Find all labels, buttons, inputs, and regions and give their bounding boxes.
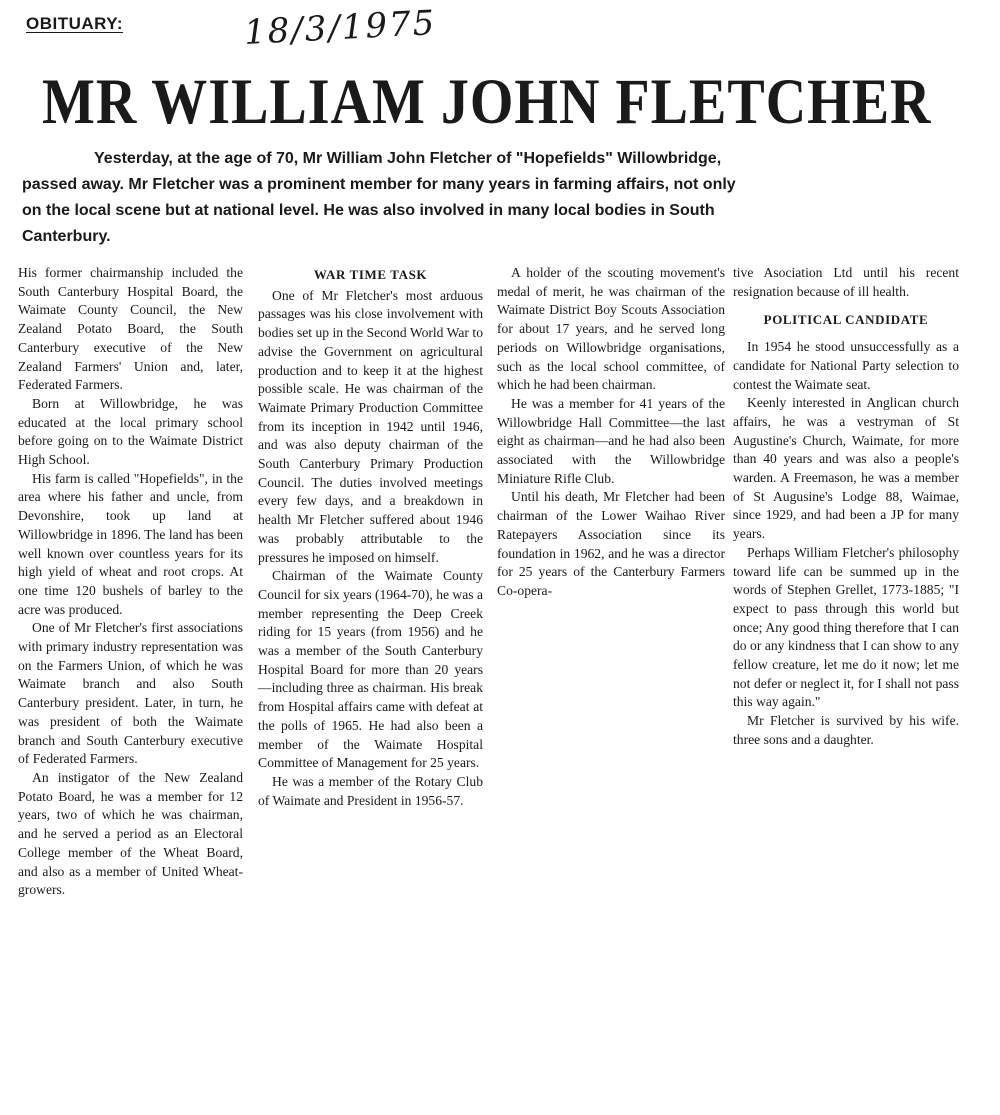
handwritten-date: 18/3/1975 [243,2,438,54]
paragraph: He was a member for 41 years of the Willowbridge Hall Committee—the last eight as chairman—and he had also been associated with the Willowbridge Miniature Rifle Club. [497,395,725,486]
paragraph: Until his death, Mr Fletcher had been chairman of the Lower Waihao River Ratepayers Association since its foundation in 1962, and he was a director for 25 years of the Canterbury Farmers Co-opera- [497,489,725,598]
paragraph: Born at Willowbridge, he was educated at the local primary school before going on to the Waimate District High School. [18,395,243,468]
paragraph: One of Mr Fletcher's most arduous passages was his close involvement with bodies set up in the Second World War to advise the Government on agricultural production and to keep it at the highest possible scale. He was chairman of the Waimate Primary Production Committee from its inception in 1942 until 1946, and was also deputy chairman of the South Canterbury Primary Production Council. The duties involved meetings every few days, and a breakdown in health Mr Fletcher suffered about 1946 was probably attributable to the pressures he imposed on himself. [258,287,483,565]
paragraph: Perhaps William Fletcher's philosophy toward life can be summed up in the words of Stephen Grellet, 1773-1885; "I expect to pass through this world but once; Any good thing therefore that I can do or any kindness that I can show to any fellow creature, let me do it now; let me not defer or neglect it, for I shall not pass this way again." [733,544,959,710]
paragraph: He was a member of the Rotary Club of Waimate and President in 1956-57. [258,773,483,808]
paragraph: Mr Fletcher is survived by his wife. three sons and a daughter. [733,713,959,747]
paragraph: Keenly interested in Anglican church affairs, he was a vestryman of St Augustine's Church, Waimate, for more than 40 years and was also a people's warden. A Freemason, he was a member of St Augusine's Lodge 88, Waimae, since 1929, and had been a JP for many years. [733,395,959,542]
paragraph: Chairman of the Waimate County Council for six years (1964-70), he was a member representing the Deep Creek riding for 15 years (from 1956) and he was a member of the South Canterbury Hospital Board for more than 20 years —including three as chairman. His break from Hospital affairs came with defeat at the polls of 1965. He had also been a member of the Waimate Hospital Committee of Management for 25 years. [258,568,483,771]
subheading-war-time-task: WAR TIME TASK [313,267,428,282]
standfirst: Yesterday, at the age of 70, Mr William John Fletcher of "Hopefields" Willowbridge, passed away. Mr Fletcher was a prominent member for many years in farming affairs, not only on the local scene but at national level. He was also involved in many local bodies in South Canterbury. [22,150,736,245]
paragraph: An instigator of the New Zealand Potato Board, he was a member for 12 years, two of which he was chairman, and he served a period as an Electoral College member of the Wheat Board, and also as a member of United Wheat-growers. [18,769,243,898]
section-label: OBITUARY: [26,14,124,33]
column-2 [258,264,483,810]
subheading-political-candidate: POLITICAL CANDIDATE [763,312,929,328]
paragraph: His former chairmanship included the South Canterbury Hospital Board, the Waimate County Council, the New Zealand Potato Board, the South Canterbury executive of the New Zealand Farmers' Union and, later, Federated Farmers. [18,265,243,393]
column-4 [733,264,959,750]
paragraph: In 1954 he stood unsuccessfully as a candidate for National Party selection to contest the Waimate seat. [733,339,959,392]
headline: MR WILLIAM JOHN FLETCHER [42,66,932,138]
column-1 [18,264,243,900]
paragraph: A holder of the scouting movement's medal of merit, he was chairman of the Waimate District Boy Scouts Association for about 17 years, and he served long periods on Willowbridge organisations, such as the local school committee, of which he had been chairman. [497,265,725,393]
paragraph: tive Asociation Ltd until his recent resignation because of ill health. [733,265,959,299]
paragraph: One of Mr Fletcher's first associations with primary industry representation was on the Farmers Union, of which he was Waimate branch and also South Canterbury president. Later, in turn, he was president of both the Waimate branch and South Canterbury executive of Federated Farmers. [18,620,243,767]
column-3 [497,264,725,601]
paragraph: His farm is called "Hopefields", in the area where his father and uncle, from Devonshire, took up land at Willowbridge in 1896. The land has been well known over countless years for its high yield of wheat and root crops. At one time 120 bushels of barley to the acre was produced. [18,470,243,617]
